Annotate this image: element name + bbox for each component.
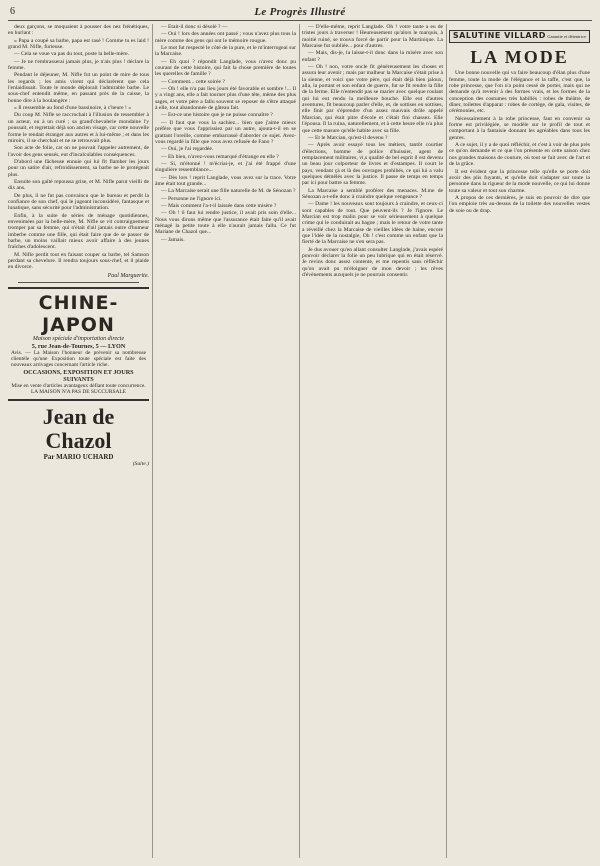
feuilleton-author: Par MARIO UCHARD — [43, 453, 114, 462]
paragraph: — Si, m'étonné ! m'écriai-je, et j'ai été frappé d'une singulière ressemblance... — [155, 160, 296, 174]
paragraph: Nécessairement à la robe princesse, faut en convenir sa forme est privilégiée, se modèle sur le profil de tout et comportant à la fantaisie donnant les agréables dans tous les genres. — [449, 115, 590, 141]
paragraph: — Oui, je l'ai regardée. — [161, 146, 214, 153]
column-divider — [299, 24, 300, 858]
paragraph: — Oh ! il faut lui rendre justice, il avait pris soin d'elle... Nous vous dirons même que l'assurance était faite qu'il avait ménagé la petite toute à elle n'aurait jamais fallu. Ce fut Mariane de Chazol que... — [155, 210, 296, 236]
paragraph: D'abord une fâcheuse ennuie qui lui fit flamber les jours pour un satire d'air, refroidissement, sa barbe ne le protégeait plus. — [8, 158, 149, 178]
paragraph: — Eh bien, n'avez-vous remarqué d'étrange en elle ? — [161, 153, 279, 160]
paragraph: — Est-ce une histoire que je ne puisse connaître ? — [161, 112, 273, 119]
paragraph: Son acte de folie, car on ne pouvait l'appeler autrement, de l'avoir des gens sensés, eut d'incalculables conséquences. — [8, 145, 149, 158]
paragraph: De plus, il ne fut pas convaincu que le bureau et perdit la confiance de son chef, qui le jugeant inconsidéré, fantasque et lunatique, sans sécurité pour l'administration. — [8, 192, 149, 212]
column-2 — [155, 24, 296, 858]
advertisement — [8, 287, 149, 401]
page-number: 6 — [10, 6, 15, 17]
paragraph: Je dus avouer qu'en allant consulter Langlade, j'avais espéré pouvoir déclarer la folie un peu lubrique qui en était réservé. Je revins donc assez contente, et me repentis sans réfléchir qu'on avait pu m'éloigner de mon devoir ; les rêves d'évènements auxquels je ne pourrais consentir. — [302, 246, 443, 279]
paragraph: Enfin, à la suite de séries de ménage quotidiennes, envenimées par la belle-mère, M. Nifle se vit contraignement tromper par sa femme, qui n'était d'ail jamais outre d'humeur imberbe comme une fille, qui était faire que de se passer de barbe, un moins vaillait mieux avoir affaire à des jeunes fraîches d'adolescent. — [8, 212, 149, 251]
paragraph: Du coup M. Nifle se raccrochait à l'illusion de ressembler à un acteur, ou à un curé ; sa grand'chevalerie mondaine l'y poussait, et regrettait déjà son ancien visage, car cette nouvelle forme le rendait étranger aux autres et à lui-même ; et dans les miroirs, il se cherchait et ne se retrouvait plus. — [8, 112, 149, 144]
feuilleton-title: Jean de Chazol — [42, 404, 115, 454]
paragraph: Ensuite son gaîté repoussa grise, et M. Nifle parut vieilli de dix ans. — [8, 178, 149, 192]
column-divider — [446, 24, 447, 858]
paragraph: — Je ne t'embrasserai jamais plus, je n'ais plus ! déclare la femme. — [8, 58, 149, 72]
section-divider — [18, 282, 139, 283]
paragraph: — Mais comment l'a-t-il laissée dans cette misère ? — [161, 202, 277, 209]
ad-line: Mise en vente d'articles avantageux défiant toute concurrence. — [11, 382, 146, 389]
paragraph: deux garçons, se moquaient à pousser des nez frénétiques, en hurlant : — [8, 24, 149, 37]
paragraph: — Personne ne l'ignore ici. — [161, 195, 222, 202]
paragraph: Une bonne nouvelle qui va faire beaucoup d'élan plus d'une femme, toute la mode de l'élégance et la taffe, c'est que, la robe princesse, que l'on n'a point cessé de porter, mais qui ne demande qu'à revenir à des formes vrais, et les formes de la conception des costumes très habillés : robes de théâtre, de dîner, toilettes d'apparat : robes de cortège, de gala, visites, de cérémonies, etc. — [449, 70, 590, 115]
paragraph: — Oh ! elle n'a pas lieu jours été favorable et sombre !... Il y a vingt ans, elle a fait tourner plus d'une tête, même des plus sages, et votre père a fallu souvent se reposer de s'être attaqué à elle, tout abandonnée de gâteau fait. — [155, 86, 296, 112]
paragraph: — Après avoir essayé tous les métiers, tantôt courtier d'élections, homme de police d'huissier, agent de remplacement militaires, vi,s qualité de bel esprit il est devenu un beau jour colporteur de livres et d'estampes. Il court le pays, vendant çà et là des ouvrages prohibés, ce qui lui a valu quelques démêlés avec la justice. Il passe de temps en temps par ici pour battre sa femme. — [302, 142, 443, 187]
column-1 — [8, 24, 149, 858]
paragraph: — Il faut que vous la sachiez... bien que j'aime mieux préfère que vous l'apprissiez par un autre, ajouta-t-il en se grattant l'oreille, comme embarrassé d'aborder ce sujet. Avez-vous regardé la fille que vous avez refusée de Fano ? — [155, 119, 296, 145]
paragraph: — Eh quoi ? répondit Langlade, vous n'avez donc pu courant de cette histoire, qui fait la chose première de toutes les querelles de famille ? — [155, 58, 296, 78]
newspaper-title: Le Progrès Illustré — [254, 6, 346, 18]
paragraph: — Cela se voue va pas du tout, poste la belle-mère. — [14, 51, 129, 58]
paragraph: — Mais, dis-je, la laisse-t-il donc dans la misère avec son enfant ? — [302, 50, 443, 63]
paragraph: — Oh ! non, votre oncle fit généreusement les choses et assura leur avenir ; mais par malheur la Marcaise s'était prise à la sienne, et voici que votre père, qui était déjà bien jaloux, alla, la portant et son enfant de guerre, fut se fit rendre la fille de la ferme. Elle n'entendit pas se marier avec quelque roulant qui lui eut rendu la meilleure bouche. Elle eut d'autres aventures, fit beaucoup parler d'elle, et, de sottises en sottises, elle finit par s'éprendre d'un assez mauvais drôle appelé Marcian, qui était pitre d'école et c'était fini chassez. Elle l'épousa. Il la ruina, naturellement, et à cette heure elle n'a plus que cette masure qu'elle habite avec sa fille. — [302, 64, 443, 134]
paragraph: A ce sujet, il y a de quoi réfléchir, et c'est à voir de plus près ce qu'on demande et ce que l'on présente en cette saison chez nos grandes maisons de couture, où tout se fait avec de l'art et de la grâce. — [449, 142, 590, 168]
paragraph: M. Nifle perdit tout en faisant couper sa barbe, tel Samson perdant sa chevelure. Il rendra toujours sous-chef, et il plaide en divorce. — [8, 251, 149, 271]
paragraph: — Et le Marcian, qu'est-il devenu ? — [308, 134, 388, 141]
salut-subtitle: Garantie et détentrice — [547, 34, 587, 39]
paragraph: — Comment... cette soirée ? — [161, 78, 225, 85]
feuilleton-suite: (Suite.) — [132, 461, 149, 468]
column-divider — [152, 24, 153, 858]
paragraph: « Il ressemble au fond d'une bassinoire, à c'heure ! » — [14, 105, 132, 112]
paragraph: — Etait-il donc si désolé ? — — [161, 24, 228, 30]
paragraph: La Marcaise a semblé proférer des menaces. M.me de Sénozan a-t-elle donc à craindre quelque vengeance ? — [302, 187, 443, 200]
paragraph: — D'elle-même, reprit Langlade. Oh ! votre taute a eu de tristes jours à traverser ! Heureusement qu'alors le marquis, à moitié ruiné, se trouva forcé de partir pour la Martinique. La Marcaise fut oubliée... pour d'autres. — [302, 24, 443, 50]
paragraph: « Papa a coupé sa barbe, papa est rasé ! Comme tu es laid ! grand M. Nifle, furieuse. — [8, 37, 149, 51]
paragraph: A propos de ces dernières, je suis en pouvoir de dire que l'on emploie très au-dessus de la toilette des nouvelles vestes de soie ou de drap. — [449, 194, 590, 214]
ad-emphasis: OCCASIONS, EXPOSITION ET JOURS SUIVANTS — [23, 368, 134, 383]
paragraph: — Jamais. — [161, 236, 185, 243]
ad-title: CHINE-JAPON — [38, 292, 119, 337]
author-signature: Paul Marguerite. — [107, 272, 149, 279]
paragraph: — Dame ! les nouveaux sont toujours à craindre, et ceux-ci sont capables de tout. Que peuvent-ils ? Je l'ignore. Le Marcian est trop malin pour se voir sérieusement à quelque crime qui le conduirait au bagne ; mais le retour de votre tante a réveillé chez la Marcaise de vieilles idées de haine, encore que l'idée de la nostalgie, Oh ! c'est comme un enfant que la fierté de la Marcaise ne s'en sera pas. — [302, 201, 443, 246]
page-header — [8, 6, 592, 21]
paragraph: — Dès lors ! reprit Langlade, vous avez sur la trace. Votre âme était tout grande... — [155, 174, 296, 187]
paragraph: — Oui ! lors des années ont passé ; vous n'avez plus tous la mère comme des gens qui ont le mémoire rougue. — [155, 31, 296, 44]
article-columns — [8, 24, 592, 858]
ad-body: Avis. — La Maison l'honneur de prévenir sa nombreuse clientèle qu'une Exposition toute spéciale est faite des nouveaux arrivages concernant l'article riche. — [11, 350, 146, 369]
paragraph: Pendant le déjeuner, M. Nifle fut un point de mire de tous les regards ; les amis virent qui déclarèrent que cela l'enlaidissait. Toute le monde déplorait l'admirable barbe. Le sous-chef entendit même, en passant près de la caisse, la bonne dire à la boulangère : — [8, 72, 149, 104]
newspaper-page — [8, 6, 592, 858]
column-3 — [302, 24, 443, 858]
story-text — [8, 24, 149, 271]
ad-subtitle: Maison spéciale d'importation directe — [32, 336, 125, 343]
salutine-ad — [449, 30, 590, 43]
paragraph: — La Marcaise serait une fille naturelle de M. de Sénozan ? — [161, 188, 296, 195]
paragraph: Il est évident que la princesse telle qu'elle se porte doit avoir des plis fuyants, et qu'elle doit s'adapter sur toute la personne dans la rigueur de la mode nouvelle, ce qui lui donne toute sa valeur et tout son charme. — [449, 168, 590, 194]
ad-address: 5, rue Jean-de-Tournes, 5 — LYON — [31, 343, 126, 351]
salut-title: SALUTINE VILLARD — [452, 31, 546, 40]
section-title: LA MODE — [470, 47, 569, 68]
column-4 — [449, 24, 590, 858]
ad-line: LA MAISON N'A PAS DE SUCCURSALE — [31, 388, 126, 395]
paragraph: Le mot fut respecté le côté de la pure, et le m'interrogeai sur la Marcaise. — [155, 45, 296, 58]
